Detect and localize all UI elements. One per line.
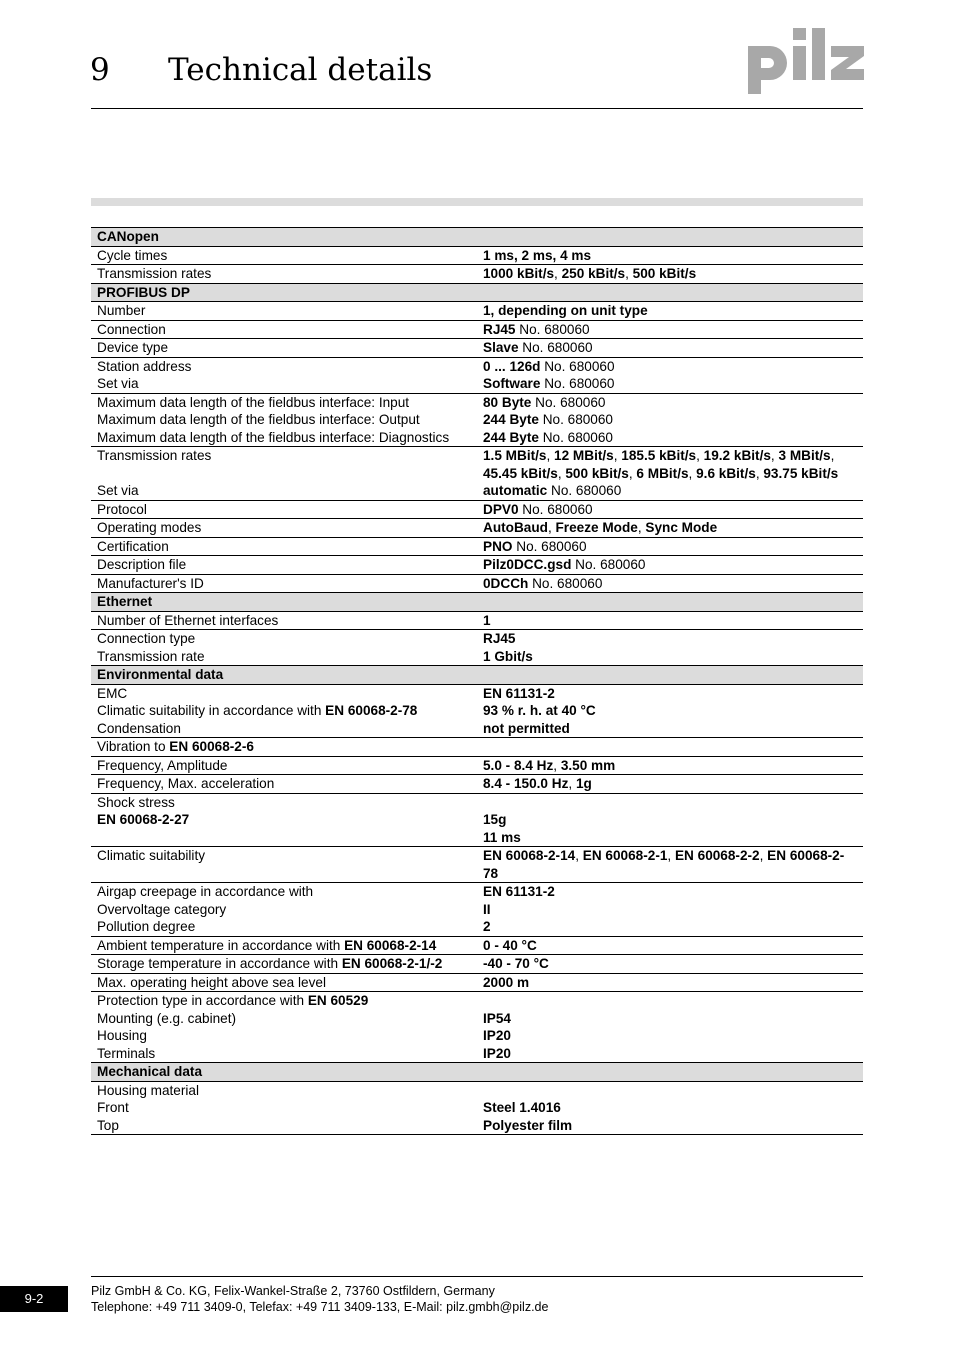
spec-row xyxy=(91,847,863,883)
text: , xyxy=(554,266,562,281)
text: Max. operating height above sea level xyxy=(97,974,326,990)
bold-text: 19.2 kBit/s xyxy=(703,448,771,463)
bold-text: 2 xyxy=(483,919,491,934)
text: Transmission rates xyxy=(97,448,212,463)
spec-value xyxy=(477,1081,863,1099)
text: , xyxy=(667,848,675,863)
spec-row xyxy=(91,1027,863,1045)
spec-label xyxy=(91,883,477,901)
spec-label xyxy=(91,246,477,265)
bold-text: 500 kBit/s xyxy=(565,465,629,481)
spec-value xyxy=(477,375,863,393)
spec-row xyxy=(91,1117,863,1135)
spec-value xyxy=(477,1027,863,1045)
spec-value xyxy=(477,973,863,992)
spec-label xyxy=(91,648,477,666)
text: , xyxy=(575,848,583,863)
spec-value xyxy=(477,519,863,538)
bold-text: Software xyxy=(483,376,541,391)
spec-label xyxy=(91,756,477,775)
bold-text: DPV0 xyxy=(483,501,519,517)
spec-value xyxy=(477,811,863,829)
spec-label xyxy=(91,630,477,648)
bold-text: Pilz0DCC.gsd xyxy=(483,557,572,572)
text: , xyxy=(637,520,646,535)
bold-text: 15g xyxy=(483,812,507,827)
spec-value xyxy=(477,775,863,794)
spec-label xyxy=(91,936,477,955)
text: Airgap creepage in accordance with xyxy=(97,884,314,899)
text: No. 680060 xyxy=(538,429,613,445)
text: , xyxy=(568,776,576,791)
spec-label xyxy=(91,793,477,811)
text: Maximum data length of the fieldbus interface: Output xyxy=(97,412,420,427)
text: No. 680060 xyxy=(538,412,613,427)
text: Frequency, Max. acceleration xyxy=(97,776,275,791)
spec-value xyxy=(477,1099,863,1117)
bold-text: EN 60068-2-14 xyxy=(344,937,437,953)
bold-text: 93.75 kBit/s xyxy=(763,465,839,481)
bold-text: EN 61131-2 xyxy=(483,685,555,701)
text: Climatic suitability in accordance with xyxy=(97,703,326,718)
text: No. 680060 xyxy=(531,394,606,410)
spec-row xyxy=(91,246,863,265)
text: Number of Ethernet interfaces xyxy=(97,612,279,628)
bold-text: Sync Mode xyxy=(645,520,718,535)
text: Protection type in accordance with xyxy=(97,993,308,1008)
spec-value xyxy=(477,829,863,847)
bold-text: RJ45 xyxy=(483,321,516,337)
text: Top xyxy=(97,1117,119,1133)
spec-value xyxy=(477,648,863,666)
text: No. 680060 xyxy=(547,483,622,498)
bold-text: 244 Byte xyxy=(483,429,539,445)
spec-label xyxy=(91,393,477,411)
spec-row xyxy=(91,393,863,411)
text: Storage temperature in accordance with xyxy=(97,956,342,971)
bold-text: EN 60529 xyxy=(307,993,369,1008)
bold-text: EN 60068-2-1 xyxy=(582,848,668,863)
spec-row xyxy=(91,648,863,666)
spec-value xyxy=(477,611,863,630)
spec-value xyxy=(477,500,863,519)
spec-label xyxy=(91,574,477,593)
text: Description file xyxy=(97,557,187,572)
text: Set via xyxy=(97,376,139,391)
bold-text: 1.5 MBit/s xyxy=(483,448,547,463)
spec-value xyxy=(477,1010,863,1028)
page-number: 9-2 xyxy=(0,1286,68,1312)
spec-label xyxy=(91,429,477,447)
spec-row xyxy=(91,519,863,538)
spec-label xyxy=(91,738,477,757)
spec-row xyxy=(91,574,863,593)
bold-text: 1 Gbit/s xyxy=(483,648,533,664)
text: Station address xyxy=(97,358,192,374)
spec-row xyxy=(91,955,863,974)
spec-label xyxy=(91,500,477,519)
bold-text: II xyxy=(483,901,491,917)
bold-text: Freeze Mode xyxy=(555,520,638,535)
bold-text: 250 kBit/s xyxy=(561,266,626,281)
spec-value xyxy=(477,847,863,883)
text: , xyxy=(770,448,779,463)
text: , xyxy=(613,448,622,463)
text: Manufacturer's ID xyxy=(97,575,204,591)
spec-label xyxy=(91,702,477,720)
text: Cycle times xyxy=(97,247,168,263)
spec-label xyxy=(91,811,477,829)
spec-row xyxy=(91,320,863,339)
spec-row xyxy=(91,537,863,556)
spec-value xyxy=(477,738,863,757)
spec-value xyxy=(477,537,863,556)
spec-value xyxy=(477,702,863,720)
spec-value xyxy=(477,1045,863,1063)
footer-line-2: Telephone: +49 711 3409-0, Telefax: +49 711 3409-133, E-Mail: pilz.gmbh@pilz.de xyxy=(91,1300,549,1314)
spec-label xyxy=(91,265,477,284)
spec-value xyxy=(477,756,863,775)
text: No. 680060 xyxy=(540,358,615,374)
spec-row xyxy=(91,992,863,1010)
spec-row xyxy=(91,684,863,702)
spec-label xyxy=(91,1081,477,1099)
spec-row xyxy=(91,901,863,919)
text: No. 680060 xyxy=(518,501,593,517)
section-title: Environmental data xyxy=(91,666,863,685)
text: , xyxy=(553,757,561,773)
section-title: Ethernet xyxy=(91,593,863,612)
bold-text: 11 ms xyxy=(483,829,521,845)
bold-text: 1 ms, 2 ms, 4 ms xyxy=(483,247,592,263)
spec-value xyxy=(477,955,863,974)
spec-table xyxy=(91,227,863,1135)
text: , xyxy=(688,465,697,481)
spec-value xyxy=(477,357,863,375)
spec-label xyxy=(91,1099,477,1117)
spec-value xyxy=(477,246,863,265)
spec-label xyxy=(91,847,477,883)
text: Terminals xyxy=(97,1045,156,1061)
spec-row xyxy=(91,829,863,847)
text: , xyxy=(755,465,764,481)
text: , xyxy=(547,520,556,535)
spec-label xyxy=(91,684,477,702)
bold-text: 1 xyxy=(483,612,491,628)
bold-text: 244 Byte xyxy=(483,412,539,427)
spec-value xyxy=(477,883,863,901)
spec-row xyxy=(91,357,863,375)
text: EMC xyxy=(97,685,128,701)
spec-label xyxy=(91,357,477,375)
bold-text: 1, depending on unit type xyxy=(483,303,648,318)
text: Connection xyxy=(97,321,166,337)
bold-text: Polyester film xyxy=(483,1117,573,1133)
bold-text: 8.4 - 150.0 Hz xyxy=(483,776,569,791)
text: Housing material xyxy=(97,1082,199,1098)
spec-value xyxy=(477,447,863,483)
spec-label xyxy=(91,775,477,794)
text: Front xyxy=(97,1100,129,1115)
spec-row xyxy=(91,611,863,630)
text: Shock stress xyxy=(97,794,175,810)
section-title: CANopen xyxy=(91,228,863,247)
footer-address xyxy=(91,1283,548,1315)
bold-text: IP20 xyxy=(483,1045,511,1061)
bold-text: EN 60068-2-14 xyxy=(483,848,576,863)
text: , xyxy=(830,448,835,463)
spec-row xyxy=(91,411,863,429)
text: , xyxy=(759,848,768,863)
bold-text: 1000 kBit/s xyxy=(483,266,555,281)
spec-label xyxy=(91,720,477,738)
pilz-logo xyxy=(748,28,864,94)
bold-text: 1g xyxy=(575,776,592,791)
spec-value xyxy=(477,1117,863,1135)
spec-value xyxy=(477,320,863,339)
text: Housing xyxy=(97,1028,147,1043)
text: No. 680060 xyxy=(512,538,587,554)
spec-value xyxy=(477,265,863,284)
bold-text: RJ45 xyxy=(483,631,516,646)
section-title: PROFIBUS DP xyxy=(91,283,863,302)
spec-row xyxy=(91,936,863,955)
text: , xyxy=(628,465,637,481)
text: Set via xyxy=(97,483,139,498)
spec-row xyxy=(91,973,863,992)
text: No. 680060 xyxy=(518,340,593,355)
spec-label xyxy=(91,973,477,992)
spec-row xyxy=(91,720,863,738)
spec-value xyxy=(477,684,863,702)
bold-text: Steel 1.4016 xyxy=(483,1100,561,1115)
text: Certification xyxy=(97,538,169,554)
bold-text: 12 MBit/s xyxy=(554,448,614,463)
text: Frequency, Amplitude xyxy=(97,757,228,773)
bold-text: 80 Byte xyxy=(483,394,532,410)
spec-row xyxy=(91,1045,863,1063)
bold-text: EN 60068-2-6 xyxy=(169,739,254,754)
spec-row xyxy=(91,375,863,393)
spec-label xyxy=(91,320,477,339)
spec-label xyxy=(91,519,477,538)
section-header-row xyxy=(91,666,863,685)
spec-label xyxy=(91,1045,477,1063)
text: Device type xyxy=(97,340,169,355)
bold-text: 185.5 kBit/s xyxy=(621,448,697,463)
spec-label xyxy=(91,447,477,483)
spec-label xyxy=(91,375,477,393)
spec-label xyxy=(91,955,477,974)
text: Number xyxy=(97,303,146,318)
spec-value xyxy=(477,429,863,447)
spec-row xyxy=(91,702,863,720)
footer-line-1: Pilz GmbH & Co. KG, Felix-Wankel-Straße 2, 73760 Ostfildern, Germany xyxy=(91,1284,495,1298)
chapter-number: 9 xyxy=(90,52,110,88)
spec-value xyxy=(477,482,863,500)
spec-value xyxy=(477,918,863,936)
bold-text: EN 60068-2-78 xyxy=(483,848,845,881)
text: No. 680060 xyxy=(528,575,603,591)
spec-row xyxy=(91,630,863,648)
spec-row xyxy=(91,775,863,794)
bold-text: EN 60068-2-78 xyxy=(325,703,418,718)
spec-row xyxy=(91,1081,863,1099)
spec-value xyxy=(477,992,863,1010)
bold-text: AutoBaud xyxy=(483,520,548,535)
section-title: Mechanical data xyxy=(91,1063,863,1082)
spec-row xyxy=(91,793,863,811)
spec-value xyxy=(477,556,863,575)
bold-text: 0DCCh xyxy=(483,575,529,591)
text: , xyxy=(696,448,704,463)
section-header-row xyxy=(91,1063,863,1082)
spec-label xyxy=(91,411,477,429)
text: Maximum data length of the fieldbus interface: Diagnostics xyxy=(97,429,450,445)
spec-value xyxy=(477,630,863,648)
spec-label xyxy=(91,829,477,847)
bold-text: automatic xyxy=(483,483,548,498)
bold-text: 2000 m xyxy=(483,974,530,990)
spec-row xyxy=(91,429,863,447)
bold-text: PNO xyxy=(483,538,513,554)
spec-label xyxy=(91,482,477,500)
bold-text: IP20 xyxy=(483,1028,511,1043)
spec-value xyxy=(477,393,863,411)
bold-text: 0 ... 126d xyxy=(483,358,541,374)
text: Maximum data length of the fieldbus interface: Input xyxy=(97,394,410,410)
bold-text: 5.0 - 8.4 Hz xyxy=(483,757,554,773)
spec-label xyxy=(91,992,477,1010)
spec-value xyxy=(477,411,863,429)
bold-text: EN 60068-2-1/-2 xyxy=(341,956,443,971)
text: Operating modes xyxy=(97,520,202,535)
text: , xyxy=(557,465,566,481)
bold-text: 500 kBit/s xyxy=(632,266,697,281)
bold-text: 0 - 40 °C xyxy=(483,937,537,953)
text: Connection type xyxy=(97,631,196,646)
text: , xyxy=(546,448,555,463)
spec-row xyxy=(91,339,863,358)
bold-text: 3.50 mm xyxy=(560,757,616,773)
spec-row xyxy=(91,883,863,901)
text: Protocol xyxy=(97,501,147,517)
section-header-row xyxy=(91,283,863,302)
bold-text: 93 % r. h. at 40 °C xyxy=(483,703,596,718)
spec-row xyxy=(91,482,863,500)
spec-label xyxy=(91,302,477,321)
spec-label xyxy=(91,901,477,919)
spec-row xyxy=(91,556,863,575)
bold-text: -40 - 70 °C xyxy=(483,956,549,971)
text: Transmission rate xyxy=(97,648,205,664)
spec-value xyxy=(477,574,863,593)
spec-row xyxy=(91,738,863,757)
spec-row xyxy=(91,918,863,936)
text: Condensation xyxy=(97,720,181,736)
header-rule xyxy=(91,108,863,109)
bold-text: IP54 xyxy=(483,1010,511,1026)
section-band xyxy=(91,198,863,206)
bold-text: 6 MBit/s xyxy=(636,465,689,481)
spec-label xyxy=(91,1010,477,1028)
spec-label xyxy=(91,339,477,358)
text: No. 680060 xyxy=(540,376,615,391)
spec-value xyxy=(477,901,863,919)
bold-text: EN 60068-2-2 xyxy=(674,848,760,863)
spec-value xyxy=(477,339,863,358)
spec-label xyxy=(91,611,477,630)
text: Transmission rates xyxy=(97,266,212,281)
spec-label xyxy=(91,918,477,936)
text: Mounting (e.g. cabinet) xyxy=(97,1010,237,1026)
section-header-row xyxy=(91,593,863,612)
spec-value xyxy=(477,793,863,811)
spec-label xyxy=(91,537,477,556)
spec-row xyxy=(91,811,863,829)
section-header-row xyxy=(91,228,863,247)
spec-row xyxy=(91,265,863,284)
text: Vibration to xyxy=(97,739,170,754)
spec-label xyxy=(91,556,477,575)
text: Pollution degree xyxy=(97,919,196,934)
text: Ambient temperature in accordance with xyxy=(97,937,345,953)
bold-text: 3 MBit/s xyxy=(778,448,831,463)
bold-text: 9.6 kBit/s xyxy=(696,465,756,481)
chapter-title: Technical details xyxy=(168,52,433,88)
spec-row xyxy=(91,500,863,519)
spec-label xyxy=(91,1117,477,1135)
spec-row xyxy=(91,447,863,483)
spec-row xyxy=(91,302,863,321)
text: Climatic suitability xyxy=(97,848,206,863)
text: Overvoltage category xyxy=(97,901,227,917)
bold-text: not permitted xyxy=(483,720,570,736)
text: No. 680060 xyxy=(571,557,646,572)
spec-label xyxy=(91,1027,477,1045)
bold-text: EN 60068-2-27 xyxy=(97,812,190,827)
footer-rule xyxy=(91,1276,863,1277)
spec-value xyxy=(477,720,863,738)
spec-value xyxy=(477,302,863,321)
text: No. 680060 xyxy=(515,321,590,337)
spec-row xyxy=(91,756,863,775)
spec-row xyxy=(91,1010,863,1028)
bold-text: EN 61131-2 xyxy=(483,884,555,899)
bold-text: 45.45 kBit/s xyxy=(483,465,558,481)
spec-value xyxy=(477,936,863,955)
text: , xyxy=(625,266,633,281)
bold-text: Slave xyxy=(483,340,519,355)
spec-row xyxy=(91,1099,863,1117)
